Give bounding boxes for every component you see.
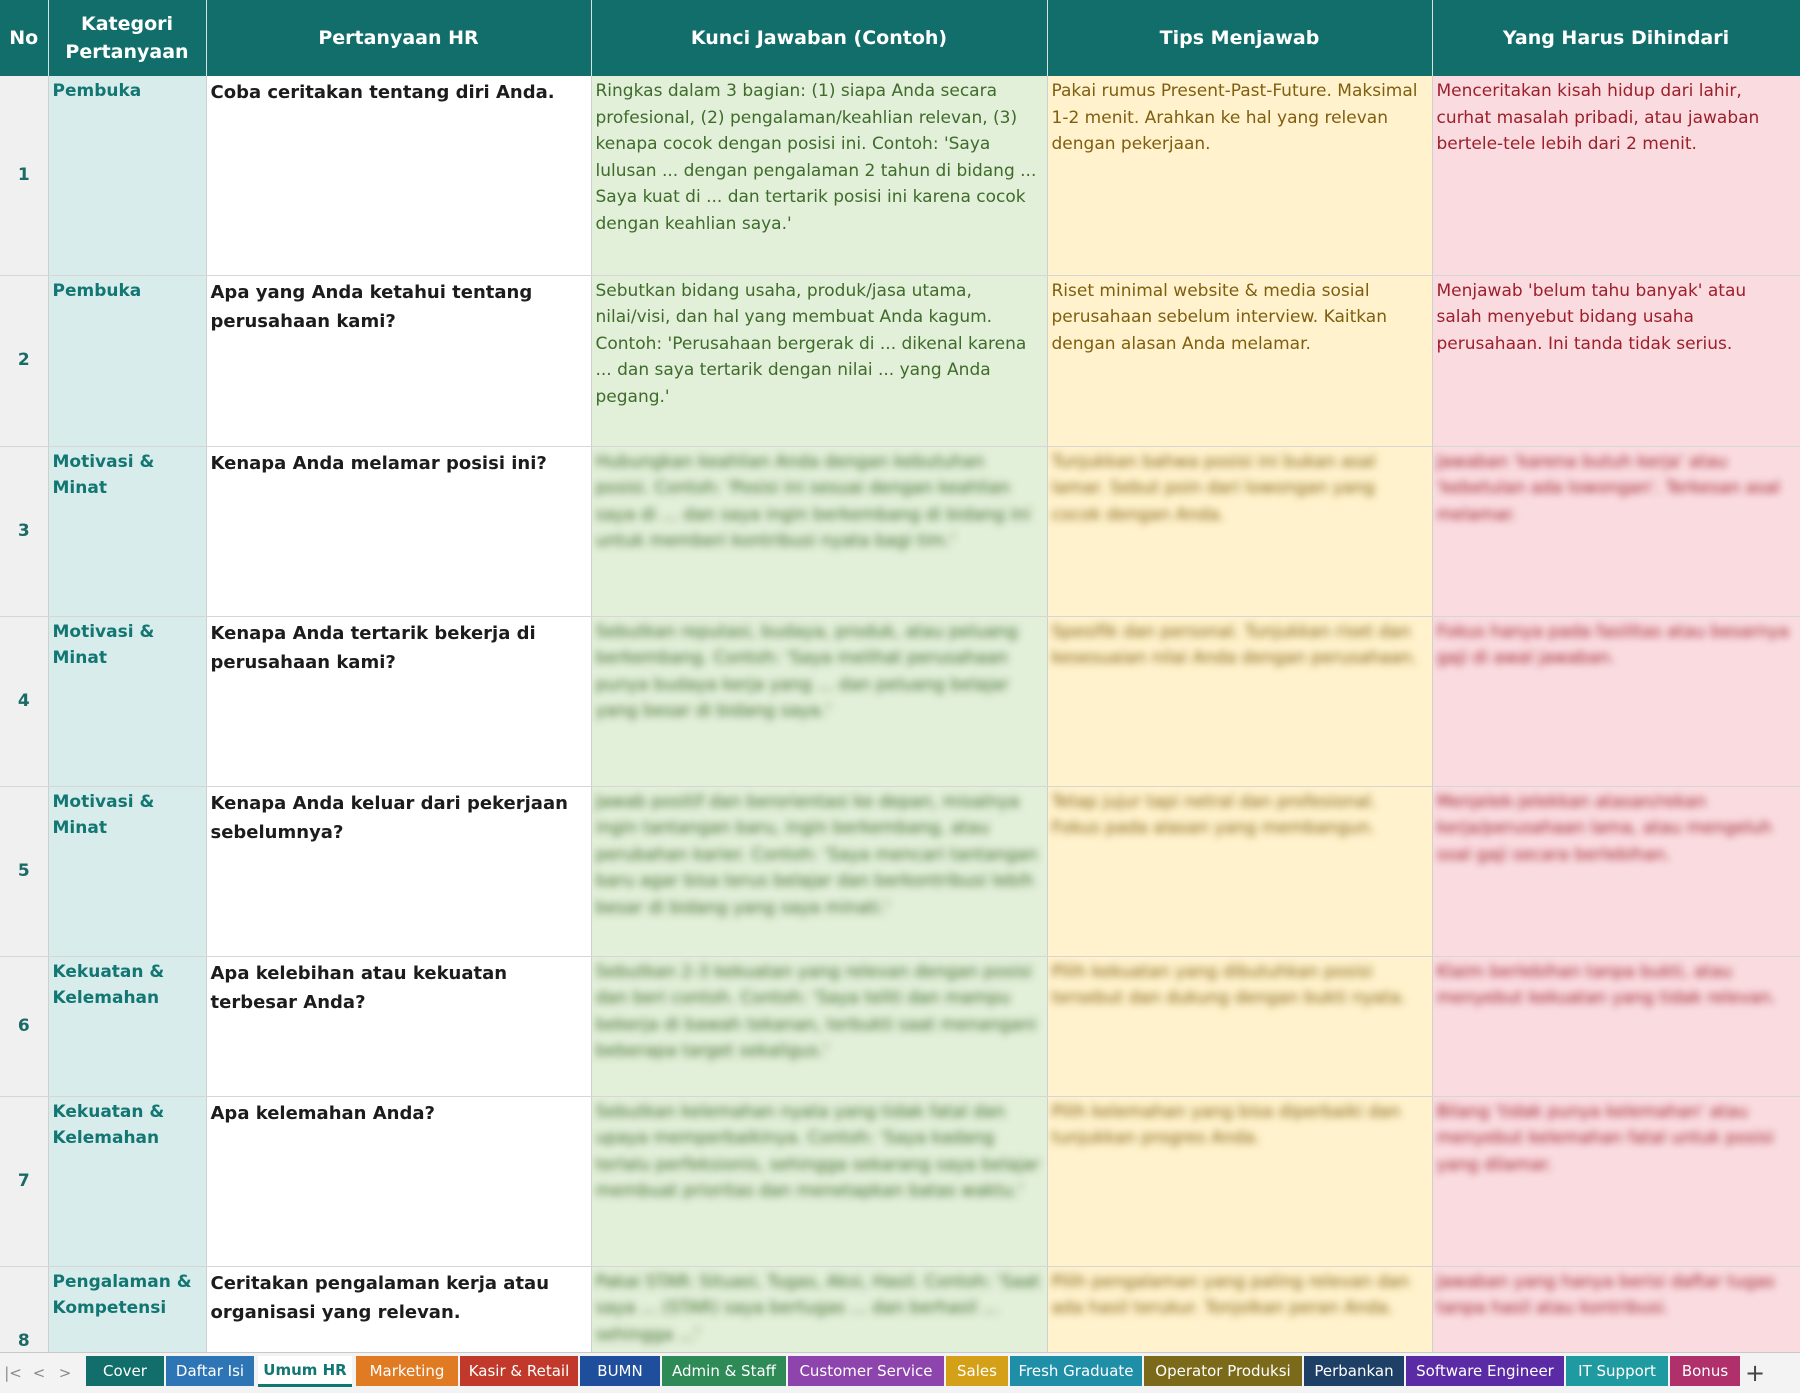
header-answer[interactable]: Kunci Jawaban (Contoh) (591, 0, 1047, 76)
tips-cell[interactable] (1047, 616, 1432, 786)
tips-cell[interactable] (1047, 1266, 1432, 1352)
question-cell[interactable]: Kenapa Anda tertarik bekerja di perusahaan kami? (206, 616, 591, 786)
blurred-answer-text: Sebutkan reputasi, budaya, produk, atau peluang berkembang. Contoh: 'Saya melihat perusahaan punya budaya kerja yang ... dan peluang belajar yang besar di bidang saya.' (595, 621, 1018, 721)
blurred-answer-text: Sebutkan 2-3 kekuatan yang relevan dengan posisi dan beri contoh. Contoh: 'Saya teliti dan mampu bekerja di bawah tekanan, terbukti saat menangani beberapa target sekaligus.' (595, 961, 1037, 1061)
category-cell[interactable]: Kekuatan & Kelemahan (48, 1096, 206, 1266)
tips-cell[interactable]: Riset minimal website & media sosial perusahaan sebelum interview. Kaitkan dengan alasan Anda melamar. (1047, 275, 1432, 446)
avoid-cell[interactable] (1432, 956, 1800, 1096)
question-cell[interactable]: Coba ceritakan tentang diri Anda. (206, 76, 591, 275)
sheet-tab-bonus[interactable]: Bonus (1670, 1356, 1740, 1386)
sheet-tab-admin-staff[interactable]: Admin & Staff (662, 1356, 786, 1386)
sheet-tab-umum-hr[interactable]: Umum HR (258, 1356, 352, 1387)
blurred-avoid-text: Fokus hanya pada fasilitas atau besarnya gaji di awal jawaban. (1436, 621, 1790, 668)
question-cell[interactable]: Apa kelemahan Anda? (206, 1096, 591, 1266)
sheet-tab-bar (0, 1352, 1800, 1393)
sheet-tab-kasir-retail[interactable]: Kasir & Retail (460, 1356, 578, 1386)
table-row (0, 1096, 1800, 1266)
next-sheet-icon[interactable]: > (58, 1364, 72, 1382)
blurred-avoid-text: Jawaban 'karena butuh kerja' atau 'kebetulan ada lowongan'. Terkesan asal melamar. (1436, 451, 1781, 525)
table-row (0, 616, 1800, 786)
header-question[interactable]: Pertanyaan HR (206, 0, 591, 76)
table-row (0, 76, 1800, 275)
answer-cell[interactable] (591, 616, 1047, 786)
sheet-tab-bumn[interactable]: BUMN (580, 1356, 660, 1386)
blurred-avoid-text: Bilang 'tidak punya kelemahan' atau menyebut kelemahan fatal untuk posisi yang dilamar. (1436, 1101, 1774, 1175)
table-row (0, 956, 1800, 1096)
sheet-tab-perbankan[interactable]: Perbankan (1304, 1356, 1404, 1386)
header-category[interactable]: Kategori Pertanyaan (48, 0, 206, 76)
table-row (0, 1266, 1800, 1352)
category-cell[interactable]: Pembuka (48, 275, 206, 446)
question-cell[interactable]: Ceritakan pengalaman kerja atau organisasi yang relevan. (206, 1266, 591, 1352)
question-cell[interactable]: Kenapa Anda keluar dari pekerjaan sebelumnya? (206, 786, 591, 956)
tips-cell[interactable]: Pakai rumus Present-Past-Future. Maksimal 1-2 menit. Arahkan ke hal yang relevan dengan pekerjaan. (1047, 76, 1432, 275)
sheet-tab-marketing[interactable]: Marketing (356, 1356, 458, 1386)
category-cell[interactable]: Motivasi & Minat (48, 786, 206, 956)
blurred-answer-text: Jawab positif dan berorientasi ke depan, misalnya ingin tantangan baru, ingin berkembang, atau perubahan karier. Contoh: 'Saya mencari tantangan baru agar bisa terus belajar dan berkontribusi lebih besar di bidang yang saya minati.' (595, 791, 1038, 918)
category-cell[interactable]: Pembuka (48, 76, 206, 275)
category-cell[interactable]: Pengalaman & Kompetensi (48, 1266, 206, 1352)
answer-cell[interactable]: Ringkas dalam 3 bagian: (1) siapa Anda secara profesional, (2) pengalaman/keahlian relevan, (3) kenapa cocok dengan posisi ini. Contoh: 'Saya lulusan ... dengan pengalaman 2 tahun di bidang ... Saya kuat di ... dan tertarik posisi ini karena cocok dengan keahlian saya.' (591, 76, 1047, 275)
blurred-avoid-text: Klaim berlebihan tanpa bukti, atau menyebut kekuatan yang tidak relevan. (1436, 961, 1777, 1008)
row-number[interactable]: 7 (0, 1096, 48, 1266)
table-row (0, 275, 1800, 446)
header-tips[interactable]: Tips Menjawab (1047, 0, 1432, 76)
header-no[interactable]: No (0, 0, 48, 76)
row-number[interactable]: 2 (0, 275, 48, 446)
blurred-answer-text: Sebutkan kelemahan nyata yang tidak fatal dan upaya memperbaikinya. Contoh: 'Saya kadang terlalu perfeksionis, sehingga sekarang saya belajar membuat prioritas dan menetapkan batas waktu.' (595, 1101, 1040, 1201)
header-row (0, 0, 1800, 76)
avoid-cell[interactable] (1432, 446, 1800, 616)
blurred-avoid-text: Jawaban yang hanya berisi daftar tugas tanpa hasil atau kontribusi. (1436, 1271, 1775, 1318)
answer-cell[interactable] (591, 1266, 1047, 1352)
avoid-cell[interactable] (1432, 1266, 1800, 1352)
row-number[interactable]: 4 (0, 616, 48, 786)
blurred-answer-text: Pakai STAR: Situasi, Tugas, Aksi, Hasil. Contoh: 'Saat saya ... (STAR) saya bertugas ... dan berhasil ... sehingga ...' (595, 1271, 1040, 1345)
avoid-cell[interactable]: Menjawab 'belum tahu banyak' atau salah menyebut bidang usaha perusahaan. Ini tanda tidak serius. (1432, 275, 1800, 446)
category-cell[interactable]: Motivasi & Minat (48, 446, 206, 616)
answer-cell[interactable] (591, 1096, 1047, 1266)
blurred-tips-text: Tunjukkan bahwa posisi ini bukan asal lamar. Sebut poin dari lowongan yang cocok dengan Anda. (1051, 451, 1376, 525)
question-cell[interactable]: Apa yang Anda ketahui tentang perusahaan kami? (206, 275, 591, 446)
answer-cell[interactable]: Sebutkan bidang usaha, produk/jasa utama, nilai/visi, dan hal yang membuat Anda kagum. Contoh: 'Perusahaan bergerak di ... dikenal karena ... dan saya tertarik dengan nilai ... yang Anda pegang.' (591, 275, 1047, 446)
blurred-answer-text: Hubungkan keahlian Anda dengan kebutuhan posisi. Contoh: 'Posisi ini sesuai dengan keahlian saya di ... dan saya ingin berkembang di bidang ini untuk memberi kontribusi nyata bagi tim.' (595, 451, 1031, 551)
question-cell[interactable]: Apa kelebihan atau kekuatan terbesar Anda? (206, 956, 591, 1096)
tips-cell[interactable] (1047, 956, 1432, 1096)
answer-cell[interactable] (591, 446, 1047, 616)
tips-cell[interactable] (1047, 786, 1432, 956)
blurred-tips-text: Tetap jujur tapi netral dan profesional. Fokus pada alasan yang membangun. (1051, 791, 1377, 838)
tips-cell[interactable] (1047, 446, 1432, 616)
header-avoid[interactable]: Yang Harus Dihindari (1432, 0, 1800, 76)
blurred-tips-text: Pilih kelemahan yang bisa diperbaiki dan tunjukkan progres Anda. (1051, 1101, 1401, 1148)
avoid-cell[interactable] (1432, 786, 1800, 956)
answer-cell[interactable] (591, 956, 1047, 1096)
row-number[interactable]: 8 (0, 1266, 48, 1352)
sheet-tab-customer-service[interactable]: Customer Service (788, 1356, 944, 1386)
sheet-tab-it-support[interactable]: IT Support (1566, 1356, 1668, 1386)
blurred-tips-text: Spesifik dan personal. Tunjukkan riset dan kesesuaian nilai Anda dengan perusahaan. (1051, 621, 1418, 668)
sheet-tab-operator-produksi[interactable]: Operator Produksi (1144, 1356, 1302, 1386)
sheet-tab-software-engineer[interactable]: Software Engineer (1406, 1356, 1564, 1386)
sheet-tab-cover[interactable]: Cover (86, 1356, 164, 1386)
category-cell[interactable]: Kekuatan & Kelemahan (48, 956, 206, 1096)
blurred-tips-text: Pilih kekuatan yang dibutuhkan posisi tersebut dan dukung dengan bukti nyata. (1051, 961, 1406, 1008)
avoid-cell[interactable] (1432, 1096, 1800, 1266)
row-number[interactable]: 1 (0, 76, 48, 275)
sheet-tab-daftar-isi[interactable]: Daftar Isi (166, 1356, 254, 1386)
table-row (0, 786, 1800, 956)
table-row (0, 446, 1800, 616)
blurred-avoid-text: Menjelek-jelekkan atasan/rekan kerja/perusahaan lama, atau mengeluh soal gaji secara berlebihan. (1436, 791, 1773, 865)
row-number[interactable]: 5 (0, 786, 48, 956)
avoid-cell[interactable]: Menceritakan kisah hidup dari lahir, curhat masalah pribadi, atau jawaban bertele-tele lebih dari 2 menit. (1432, 76, 1800, 275)
row-number[interactable]: 3 (0, 446, 48, 616)
category-cell[interactable]: Motivasi & Minat (48, 616, 206, 786)
answer-cell[interactable] (591, 786, 1047, 956)
prev-sheet-icon[interactable]: < (32, 1364, 46, 1382)
add-sheet-icon[interactable]: + (1744, 1359, 1766, 1387)
question-cell[interactable]: Kenapa Anda melamar posisi ini? (206, 446, 591, 616)
tips-cell[interactable] (1047, 1096, 1432, 1266)
first-sheet-icon[interactable]: |< (4, 1364, 22, 1382)
sheet-tab-fresh-graduate[interactable]: Fresh Graduate (1010, 1356, 1142, 1386)
sheet-tab-sales[interactable]: Sales (946, 1356, 1008, 1386)
avoid-cell[interactable] (1432, 616, 1800, 786)
row-number[interactable]: 6 (0, 956, 48, 1096)
blurred-tips-text: Pilih pengalaman yang paling relevan dan ada hasil terukur. Tonjolkan peran Anda. (1051, 1271, 1410, 1318)
